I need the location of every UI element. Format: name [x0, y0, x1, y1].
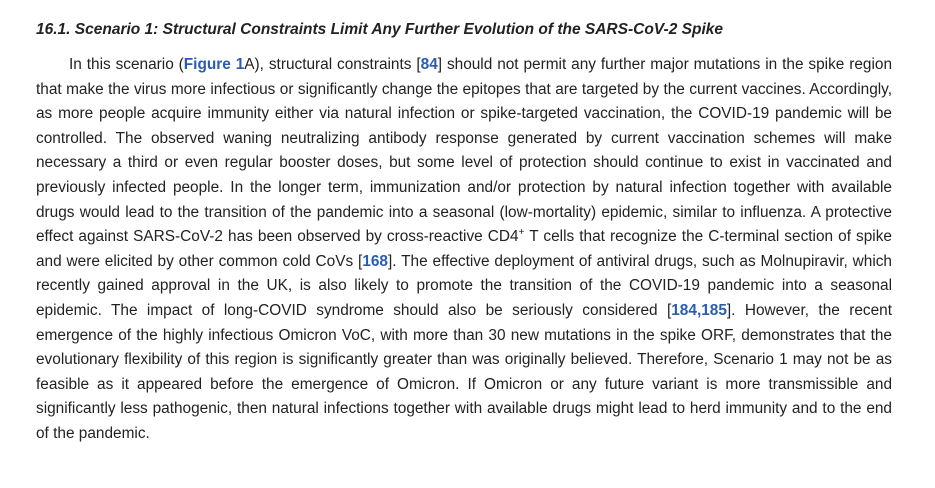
text-run: A), structural constraints [ [244, 56, 421, 73]
text-run: ]. The effective deployment of antiviral drugs, such as Molnupiravir, which recently gained approval in the UK, is also likely to promote the transition of the COVID-19 pandemic into a seasonal epidemic. The impact of long-COVID syndrome should also be seriously considered [ [36, 252, 892, 319]
reference-185-link[interactable]: 185 [701, 301, 727, 319]
reference-separator: , [696, 301, 702, 319]
section-paragraph [36, 53, 892, 447]
text-run: T cells that recognize the C-terminal section of spike and were elicited by other common cold CoVs [ [36, 228, 892, 270]
superscript-plus: + [518, 227, 525, 239]
text-run: ]. However, the recent emergence of the highly infectious Omicron VoC, with more than 30 new mutations in the spike ORF, demonstrates that the evolutionary flexibility of this region is significantly greater than was originally believed. Therefore, Scenario 1 may not be as feasible as it appeared before the emergence of Omicron. If Omicron or any future variant is more transmissible and significantly less pathogenic, then natural infections together with available drugs might lead to herd immunity and to the end of the pandemic. [36, 301, 892, 442]
section-heading: 16.1. Scenario 1: Structural Constraints Limit Any Further Evolution of the SARS-CoV-2 Spike [36, 21, 723, 38]
text-run: ] should not permit any further major mutations in the spike region that make the virus more infectious or significantly change the epitopes that are targeted by the current vaccines. Accordingly, as more people acquire immunity either via natural infection or spike-targeted vaccination, the COVID-19 pandemic will be controlled. The observed waning neutralizing antibody response generated by current vaccination schemes will make necessary a third or even regular booster doses, but some level of protection should continue to exist in vaccinated and previously infected people. In the longer term, immunization and/or protection by natural infection together with available drugs would lead to the transition of the pandemic into a seasonal (low-mortality) epidemic, similar to influenza. A protective effect against SARS-CoV-2 has been observed by cross-reactive CD4 [36, 56, 893, 246]
reference-84-link[interactable]: 84 [420, 56, 438, 73]
reference-184-link[interactable]: 184 [671, 301, 697, 319]
reference-168-link[interactable]: 168 [362, 252, 388, 270]
figure-1-link[interactable]: Figure 1 [183, 56, 245, 73]
text-run: In this scenario ( [69, 56, 184, 73]
